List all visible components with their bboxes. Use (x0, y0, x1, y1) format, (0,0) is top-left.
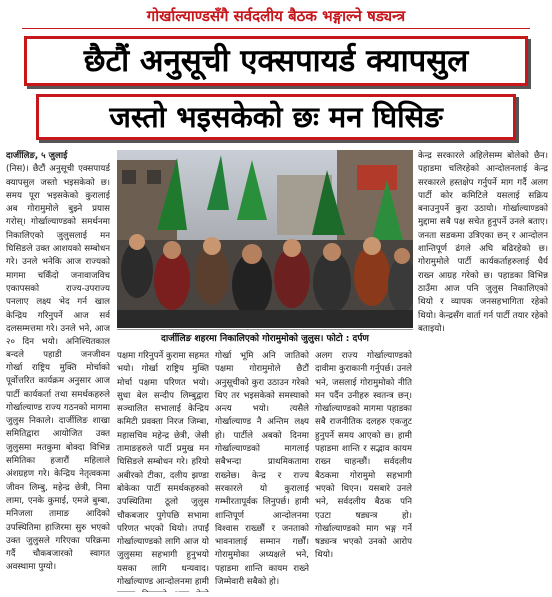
article-column-3 (215, 350, 309, 592)
kicker-divider (22, 28, 530, 29)
kicker-headline: गोर्खाल्याण्डसँगै सर्वदलीय बैठक भङ्गाल्ने षड्यन्त्र (146, 7, 406, 25)
article-text: पक्षमा गरिनुपर्ने कुरामा सहमत भयो। गोर्खा राष्ट्रिय मुक्ति मोर्चा पक्षमा परिणत भयो। सुधा बेल सन्दीप लिम्बुद्वारा सञ्चालित सभालाई केन्द्रिय कमिटी प्रवक्ता निरज जिम्बा, महासचिव महेन्द्र छेत्री, जेसी तामाङहरुले पार्टी प्रमुख मन घिसिङले सम्बोधन गरे। हरियो अबीरको टीका, दलीय झण्डा बोकेका पार्टी समर्थकहरुको उपस्थितिमा ठूलो जुलुस चौकबजार पुगेपछि सभामा परिणत भएको थियो। तपाईं गोर्खाल्याण्डको लागि आज यो जुलुसमा सहभागी हुनुभयो यसका लागि धन्यवाद। गोर्खाल्याण्ड आन्दोलनमा हामी (117, 351, 209, 588)
photo-caption: दार्जीलिङ शहरमा निकालिएको गोरामुमोको जुलुस। फोटो : दर्पण (117, 329, 413, 347)
article-column-4 (315, 350, 412, 592)
article-column-5 (418, 150, 548, 592)
article-text: गोर्खा भूमि अनि जातिको पक्षमा गोरामुमोले छैटौं अनुसूचीको कुरा उठाउन गरेको थिए तर भइसकेको समस्याको अन्त्य भयो। त्यसैले गोर्खाल्याण्ड नै अन्तिम लक्ष्य हो। पार्टीले अबको दिनमा गोर्खाल्याण्डको मागलाई सबैभन्दा प्राथमिकतामा राख्नेछ। केन्द्र र राज्य सरकारले यो कुरालाई गम्भीरतापूर्वक लिनुपर्छ। हामी शान्तिपूर्ण आन्दोलनमा विश्वास राख्छौं र जनताको भावनालाई सम्मान गर्छौं। गोरामुमोका अध्यक्षले भने, पहाडमा शान्ति कायम राख्ने जिम्मेवारी सबैको हो। (215, 351, 309, 588)
article-text: गोर्खा राष्ट्रिय मुक्ति मोर्चाको पूर्वोत्तरित कार्यक्रम अनुसार आज पार्टी कार्यकर्ता तथा समर्थकहरुले गोर्खाल्याण्ड राज्य गठनको मागमा जुलुस निकाले। दार्जीलिङ शाखा समितिद्वारा आयोजित उक्त जुलुसमा मतकुमा बोक्दा विभिन्न समितिका हजारौं महिलाले अंशग्रहण गरे। केन्द्रिय नेतृत्वकमा जीवन लिम्बु, महेन्द्र छेत्री, निमा लामा, एनके कुमाई, एमजे बुम्बा, मनिजला तामाङ आदिको उपस्थितिमा हाजिरमा सुरु भएको उक्त जुलुसले गरिएका परिक्रमा गर्दै चौकबजारको स्वागत अवस्थामा पुग्यो। (6, 363, 110, 573)
news-photo (117, 150, 413, 328)
article-column-1-top (6, 150, 110, 360)
article-text: केन्द्र सरकारले अहिलेसम्म बोलेको छैन। पहाडमा चलिरहेको आन्दोलनलाई केन्द्र सरकारले हस्तक्षेप गर्नुपर्ने माग गर्दै अलग पार्टी कोर कमिटिले यसलाई सक्रिय बनाउनुपर्ने कुरा उठायो। गोर्खाल्याण्डको मुद्दामा सबै पक्ष सचेत हुनुपर्ने उनले बताए। जनता सडकमा उत्रिएका छन् र आन्दोलन शान्तिपूर्ण ढंगले अघि बढिरहेको छ। गोरामुमोले पार्टी कार्यकर्ताहरुलाई धैर्य राख्न आग्रह गरेको छ। पहाडका विभिन्न ठाउँमा आज पनि जुलुस निकालिएको थियो र व्यापक जनसहभागिता रहेको थियो। केन्द्रसँग वार्ता गर्न पार्टी तयार रहेको बताइयो। (418, 151, 548, 334)
dateline: दार्जीलिङ, ५ जुलाई (6, 151, 68, 161)
article-text: (निस)। छैटौं अनुसूची एक्सपायर्ड क्यापसुल जस्तो भइसकेको छ। समय पूरा भइसकेको कुरालाई अब गोरामुमोले बुझ्ने प्रयास गरोस्। गोर्खाल्याण्डको समर्थनमा निकालिएको जुलुसलाई मन घिसिङले उक्त आशयको सम्बोधन गरे। उनले भनेकि आज राज्यको मागमा चर्किँदो जनावाजविच एकापसको राज्य-उपराज्य पनलाए लक्ष्य भेद गर्न खाल केन्द्रिय गरिनुपर्ने आज सर्व दलसम्मत्तमा गरे। उनले भने, आज २० दिन भयो। अनिश्चितकाल बन्दले पहाडी जनजीवन (6, 164, 110, 360)
rally-photo-image (117, 150, 413, 328)
headline-line-1: छैटौं अनुसूची एक्सपायर्ड क्यापसुल (24, 36, 528, 86)
article-column-1-bottom (6, 362, 110, 592)
headline-line-2: जस्तो भइसकेको छः मन घिसिङ (36, 94, 516, 140)
article-text: अलग राज्य गोर्खाल्याण्डको दावीमा कुराकानी गर्नुपर्छ। उनले भने, जसलाई गोरामुमोको नीति मन पर्दैन उनीहरु स्वतन्त्र छन्। गोर्खाल्याण्डको मागमा पहाडका सबै राजनीतिक दलहरु एकजुट हुनुपर्ने समय आएको छ। हामी पहाडमा शान्ति र सद्भाव कायम राख्न चाहन्छौं। सर्वदलीय बैठकमा गोरामुमो सहभागी भएको थिएन। यसबारे उनले भने, सर्वदलीय बैठक पनि एउटा षड्यन्त्र हो। गोर्खाल्याण्डको माग भङ्ग गर्ने षड्यन्त्र भएको उनको आरोप थियो। (315, 351, 412, 561)
article-column-2 (117, 350, 209, 592)
